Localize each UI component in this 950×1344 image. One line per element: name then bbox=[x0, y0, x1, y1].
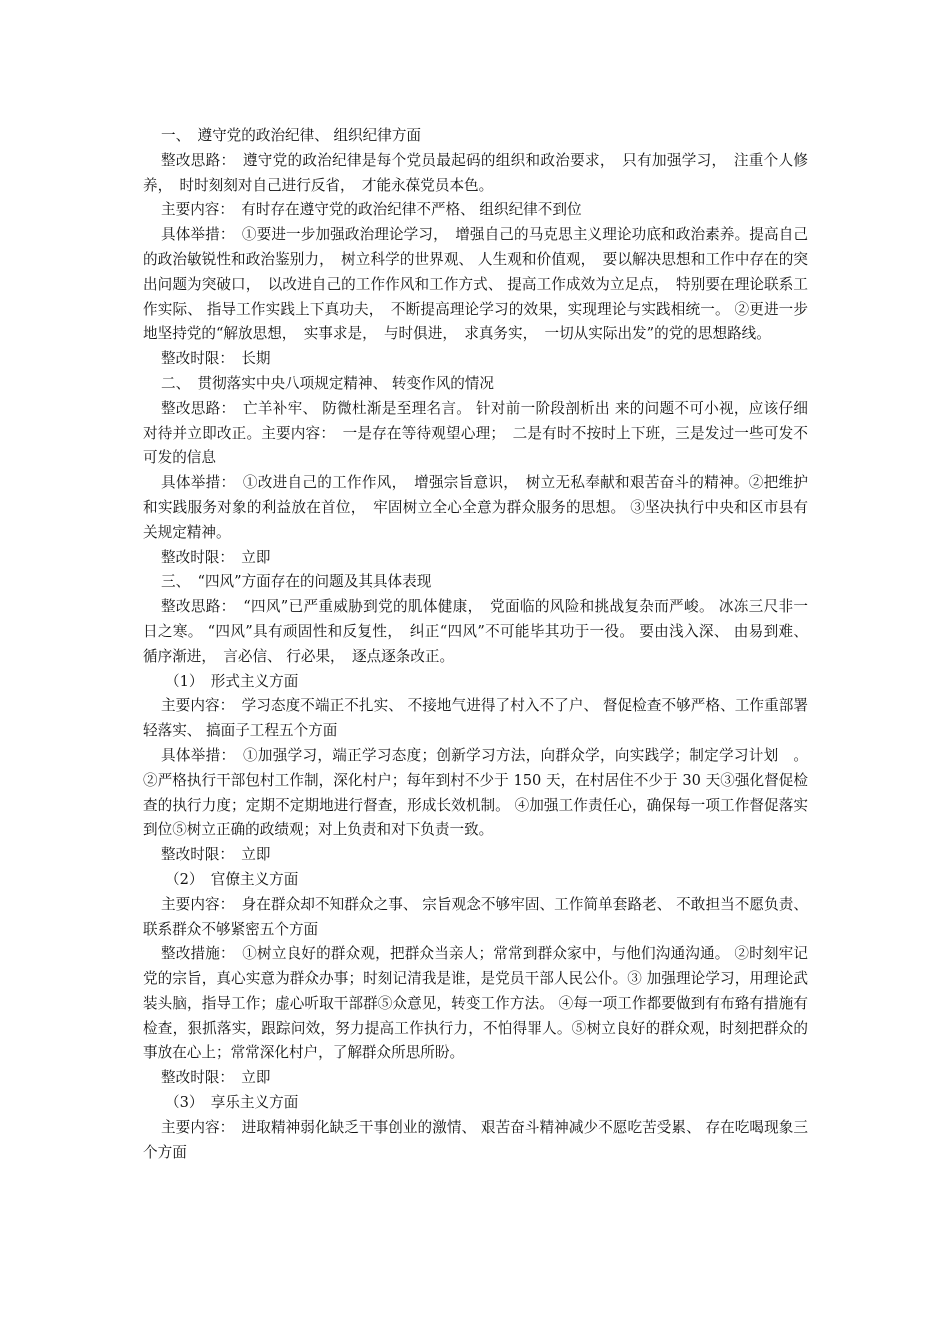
section-subheading: （1） 形式主义方面 bbox=[165, 672, 299, 690]
paragraph: 整改时限： 长期 bbox=[161, 350, 271, 368]
paragraph: 整改思路： 亡羊补牢、 防微杜渐是至理名言。 针对前一阶段剖析出 来的问题不可小视，应该仔细对待并立即改正。主要内容： 一是存在等待观望心理； 二是有时不按时上下班，三是发过一些可发不可发的信息 bbox=[143, 399, 808, 467]
section-subheading: （2） 官僚主义方面 bbox=[165, 870, 299, 888]
paragraph: 主要内容： 学习态度不端正不扎实、 不接地气进得了村入不了户、 督促检查不够严格、工作重部署轻落实、 搞面子工程五个方面 bbox=[143, 697, 808, 740]
paragraph: 整改思路： “四风”已严重威胁到党的肌体健康， 党面临的风险和挑战复杂而严峻。 冰冻三尺非一日之寒。 “四风”具有顽固性和反复性， 纠正“四风”不可能毕其功于一役。 要由浅入深、 由易到难、 循序渐进， 言必信、 行必果， 逐点逐条改正。 bbox=[143, 598, 808, 665]
paragraph: 主要内容： 进取精神弱化缺乏干事创业的激情、 艰苦奋斗精神减少不愿吃苦受累、 存在吃喝现象三个方面 bbox=[143, 1118, 808, 1161]
paragraph: 整改时限： 立即 bbox=[161, 1069, 271, 1087]
paragraph: 三、 “四风”方面存在的问题及其具体表现 bbox=[161, 573, 432, 591]
paragraph: 具体举措： ①要进一步加强政治理论学习， 增强自己的马克思主义理论功底和政治素养。提高自己的政治敏锐性和政治鉴别力， 树立科学的世界观、 人生观和价值观， 要以解决思想和工作中存在的突出问题为突破口， 以改进自己的工作作风和工作方式、 提高工作成效为立足点， 特别要在理论联系工作实际、 指导工作实践上下真功夫， 不断提高理论学习的效果，实现理论与实践相统一。 ②更进一步地坚持党的“解放思想， 实事求是， 与时俱进， 求真务实， 一切从实际出发”的党的思想路线。 bbox=[143, 226, 808, 343]
paragraph: 整改思路： 遵守党的政治纪律是每个党员最起码的组织和政治要求， 只有加强学习， 注重个人修养， 时时刻刻对自己进行反省， 才能永葆党员本色。 bbox=[143, 151, 808, 194]
paragraph: 一、 遵守党的政治纪律、 组织纪律方面 bbox=[161, 127, 422, 144]
paragraph: 整改时限： 立即 bbox=[161, 548, 271, 566]
paragraph: 整改时限： 立即 bbox=[161, 846, 271, 864]
paragraph: 具体举措： ①加强学习，端正学习态度；创新学习方法，向群众学，向实践学；制定学习计划 。 ②严格执行干部包村工作制，深化村户；每年到村不少于 150 天，在村居住不少于 30 天③强化督促检查的执行力度；定期不定期地进行督查，形成长效机制。 ④加强工作责任心，确保每一项工作督促落实到位⑤树立正确的政绩观；对上负责和对下负责一致。 bbox=[143, 746, 808, 839]
paragraph: 主要内容： 身在群众却不知群众之事、 宗旨观念不够牢固、工作简单套路老、 不敢担当不愿负责、 联系群众不够紧密五个方面 bbox=[143, 895, 808, 938]
document-body bbox=[143, 124, 808, 1165]
section-subheading: （3） 享乐主义方面 bbox=[165, 1094, 299, 1112]
paragraph: 整改措施： ①树立良好的群众观，把群众当亲人；常常到群众家中，与他们沟通沟通。 ②时刻牢记党的宗旨，真心实意为群众办事；时刻记清我是谁，是党员干部人民公仆。③ 加强理论学习，用理论武装头脑，指导工作；虚心听取干部群⑤众意见，转变工作方法。 ④每一项工作都要做到有布臵有措施有检查，狠抓落实，跟踪问效，努力提高工作执行力，不怕得罪人。⑤树立良好的群众观，时刻把群众的事放在心上；常常深化村户，了解群众所思所盼。 bbox=[143, 945, 808, 1062]
paragraph: 二、 贯彻落实中央八项规定精神、 转变作风的情况 bbox=[161, 374, 494, 392]
paragraph: 具体举措： ①改进自己的工作作风， 增强宗旨意识， 树立无私奉献和艰苦奋斗的精神。②把维护和实践服务对象的利益放在首位， 牢固树立全心全意为群众服务的思想。 ③坚决执行中央和区市县有关规定精神。 bbox=[143, 474, 808, 541]
paragraph: 主要内容： 有时存在遵守党的政治纪律不严格、 组织纪律不到位 bbox=[161, 201, 582, 219]
